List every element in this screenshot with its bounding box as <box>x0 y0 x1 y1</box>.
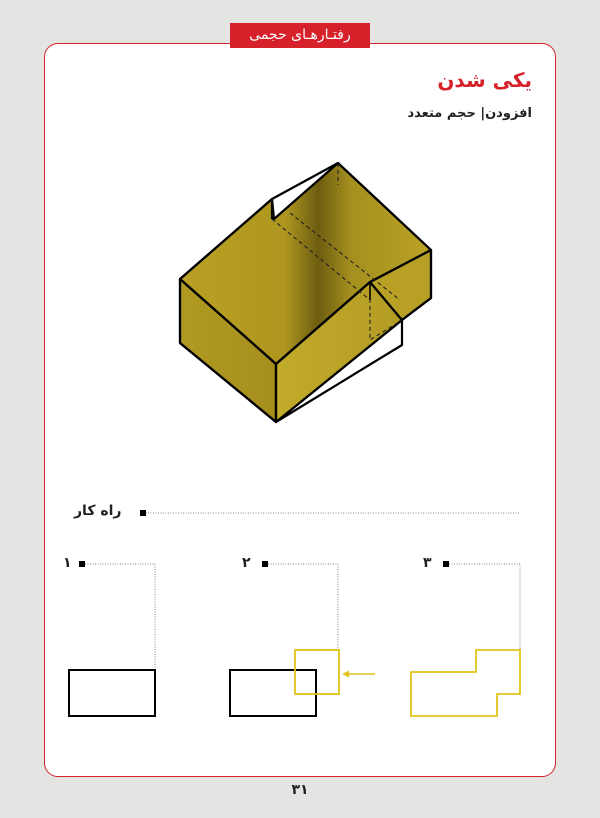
step-1-rectangle <box>69 670 155 716</box>
step-2-bullet <box>262 561 268 567</box>
step-2-number: ۲ <box>242 555 251 571</box>
step-3-merged-shape <box>411 650 520 716</box>
step-3-leader-line <box>449 564 520 650</box>
page-number: ۳۱ <box>291 782 309 798</box>
merged-volume-illustration <box>180 163 431 422</box>
step-1-bullet <box>79 561 85 567</box>
step-2-rectangle <box>230 670 316 716</box>
step-1-number: ۱ <box>63 555 72 571</box>
method-label: راه کار <box>74 503 122 519</box>
method-bullet <box>140 510 146 516</box>
page-subtitle: افزودن| حجم متعدد <box>407 106 532 121</box>
page-title: یکی شدن <box>437 68 532 92</box>
step-1-leader-line <box>85 564 155 670</box>
step-2-leader-line <box>268 564 338 650</box>
step-3-bullet <box>443 561 449 567</box>
step-2-arrow-head <box>342 671 349 678</box>
step-3-number: ۳ <box>423 555 432 571</box>
header-tab: رفتـارهـای حجمی <box>230 23 370 48</box>
